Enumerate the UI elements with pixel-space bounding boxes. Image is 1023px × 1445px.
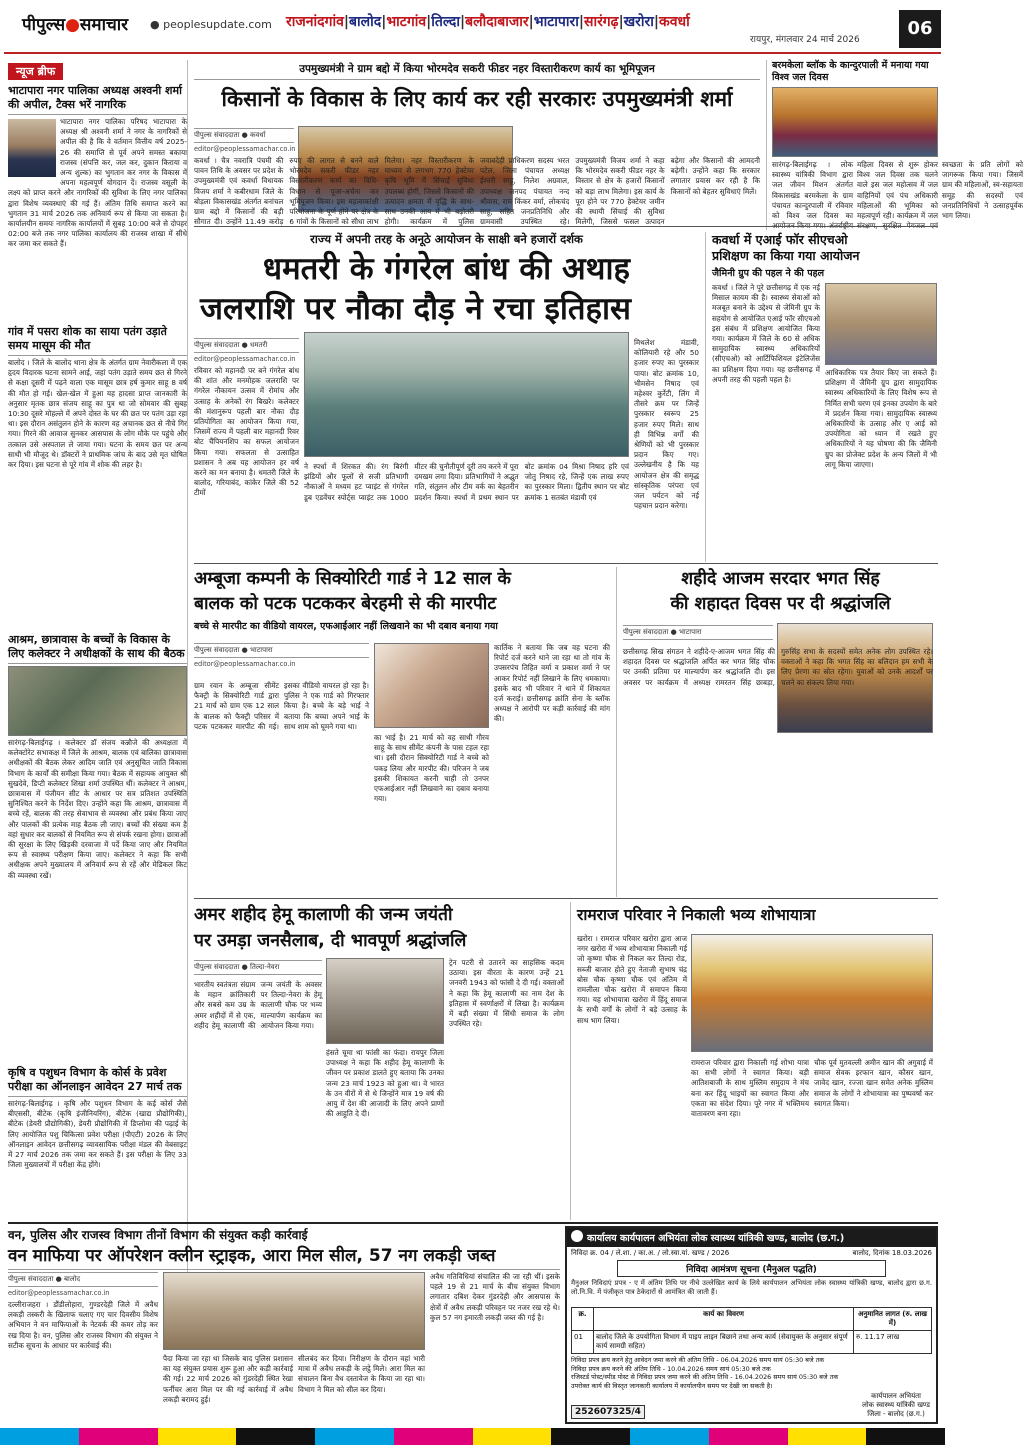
brief-4-title: कृषि व पशुधन विभाग के कोर्स के प्रवेश परीक्षा का ऑनलाइन आवेदन 27 मार्च तक	[8, 1066, 187, 1097]
forest-kicker: वन, पुलिस और राजस्व विभाग तीनों विभाग की संयुक्त कड़ी कार्रवाई	[8, 1228, 308, 1242]
tender-row-cost: रु. 11.17 लाख	[854, 1331, 932, 1354]
city-link[interactable]: भाटापारा	[533, 14, 579, 30]
training-photo	[825, 283, 937, 365]
tender-row-no: 01	[572, 1331, 594, 1354]
bhagat-singh-story	[616, 567, 938, 897]
dhamtari-email: editor@peoplessamachar.co.in	[194, 355, 296, 363]
divider-line	[194, 898, 938, 899]
dhamtari-headline-1: धमतरी के गंगरेल बांध की अथाह	[263, 251, 630, 287]
procession-photo	[691, 934, 933, 1052]
brief-2-body: बालोद । जिले के बालोद थाना क्षेत्र के अंतर्गत ग्राम नेवारीकला में एक हृदय विदारक घटना सामने आई, जहां पतंग उड़ाते समय छत से गिरने से कक्षा दूसरी में पढ़ने वाला एक मासूम छात्र हर्ष कुमार साहू 8 वर्ष की मौत हो गई। खेल-खेल में हुआ यह हादसा प्राप्त जानकारी के अनुसार मृतक छात्र संजय साहू का पुत्र था जो सोमवार की सुबह 10:30 दूसरे मोहल्ले में अपने दोस्त के घर की छत पर पतंग उड़ा रहा था। इस दौरान असंतुलन होने के कारण वह अचानक छत से नीचे गिर गया। गिरने की आवाज सुनकर आसपास के लोग मौके पर पहुंचे और तत्काल उसे अस्पताल ले जाया गया। घटना के समय छत पर अन्य साथी भी मौजूद थे। डॉक्टरों ने प्राथमिक जांच के बाद उसे मृत घोषित कर दिया। इस घटना से पूरे गांव में शोक की लहर है।	[8, 358, 187, 470]
hemu-body-b: हंसते चूमा था फांसी का फंदा। रायपुर जिला उपाध्यक्ष ने कहा कि शहीद हेमू कालाणी के जीवन पर प्रकाश डालते हुए बताया कि उनका जन्म 23 मार्च 1923 को हुआ था। वे भारत के उन वीरों में से थे जिन्होंने मात्र 19 वर्ष की आयु में देश की आजादी के लिए अपने प्राणों की आहुति दे दी।	[326, 1048, 444, 1119]
dhamtari-headline-2: जलराशि पर नौका दौड़ ने रचा इतिहास	[200, 291, 631, 327]
tender-footer-note: उपरोक्त कार्य की विस्तृत जानकारी कार्यालय में कार्यालयीन समय पर देखी जा सकती है।	[571, 1381, 773, 1390]
ramraj-body-c: चौक पूर्व मुतवल्ली अमीन खान की अगुवाई में समाज सेवक इरफान खान, कौसर खान, जावेद खान, रज्जा खान समेत अनेक मुस्लिम समाज के लोगों ने शोभायात्रा का पुष्पवर्षा कर स्वागत किया।	[814, 1058, 933, 1108]
brief-1-body: भाटापारा नगर पालिका परिषद भाटापारा के अध्यक्ष श्री अश्वनी शर्मा ने नगर के नागरिकों से अपील की है कि वे वर्तमान वित्तीय वर्ष 2025-26 की समाप्ति से पूर्व अपने समस्त बकाया राजस्व (संपत्ति कर, जल कर, दुकान किराया व अन्य शुल्क) का भुगतान कर नगर के विकास में अपना महत्वपूर्ण योगदान दें। राजस्व वसूली के लक्ष्य को प्राप्त करने और नागरिकों की सुविधा के लिए नगर पालिका द्वारा विशेष व्यवस्थाएं की गई हैं। अंतिम तिथि समाप्त करने का भुगतान 31 मार्च 2026 तक अनिवार्य रूप से किया जा सकता है। कार्यालयीन समयः नागरिक कार्यालयों में सुबह 10:00 बजे से दोपहर 02:00 बजे तक नगर पालिका कार्यालय की राजस्व शाखा में सीधे कर जमा कर सकते हैं।	[8, 117, 187, 249]
brief-1-title: भाटापारा नगर पालिका अध्यक्ष अश्वनी शर्मा की अपील, टैक्स भरें नागरिक	[8, 84, 187, 115]
bhagat-body: छत्तीसगढ़ सिख संगठन ने शहीदे-ए-आजम भगत सिंह की शहादत दिवस पर श्रद्धांजलि अर्पित कर भगत सिंह चौक पर उनकी प्रतिमा पर माल्यार्पण कर श्रद्धांजलि दी। इस अवसर पर कार्यक्रम में अध्यक्ष रामरतन सिंह छाबड़ा, गुरुसिंह सभा के सदस्यों समेत अनेक लोग उपस्थित रहे। वक्ताओं ने कहा कि भगत सिंह का बलिदान हम सभी के लिए प्रेरणा का स्रोत रहेगा। युवाओं को उनके आदर्शों पर चलने का संकल्प लिया गया।	[623, 647, 933, 687]
water-day-photo	[772, 87, 938, 157]
hemu-headline-1: अमर शहीद हेमू कालाणी की जन्म जयंती	[194, 905, 453, 925]
kawardha-title-2: प्रशिक्षण का किया गया आयोजन	[712, 248, 860, 263]
kawardha-title-1: कवर्धा में एआई फॉर सीएचओ	[712, 232, 848, 247]
tender-date-item: निविदा प्रपत्र क्रय करने की अंतिम तिथि - 10.04.2026 समय सायं 05:30 बजे तक	[571, 1364, 771, 1373]
city-link[interactable]: सारंगढ़	[583, 14, 619, 30]
city-separator: |	[381, 14, 387, 30]
hemu-byline: पीपुल्स संवाददाता ● तिल्दा-नेवरा	[194, 960, 322, 975]
left-column	[8, 60, 188, 1315]
dhamtari-story	[194, 230, 699, 562]
water-day-story	[766, 60, 1023, 230]
tender-dates	[567, 1354, 936, 1392]
tender-date-item: रजिस्टर्ड पोस्ट/स्पीड पोस्ट से निविदा प्रपत्र जमा करने की अंतिम तिथि - 16.04.2026 समय सायं 05:30 बजे तक	[571, 1373, 839, 1381]
injured-child-photo	[374, 643, 489, 728]
website-link[interactable]: ● peoplesupdate.com	[150, 18, 272, 31]
jayanti-photo	[326, 958, 444, 1044]
city-link[interactable]: तिल्दा	[431, 14, 460, 30]
city-link[interactable]: राजनांदगांव	[286, 14, 344, 30]
kawardha-subtitle: जैमिनी ग्रुप की पहल ने की पहल	[712, 268, 825, 279]
table-row	[572, 1331, 932, 1354]
ramraj-headline: रामराज परिवार ने निकाली भव्य शोभायात्रा	[577, 906, 816, 924]
hemu-body-c: ट्रेन पटरी से उतारने का साहसिक कदम उठाया। इस वीरता के कारण उन्हें 21 जनवरी 1943 को फांसी दे दी गई। वक्ताओं ने कहा कि हेमू कालाणी का नाम देश के इतिहास में स्वर्णाक्षरों में लिखा है। कार्यक्रम में बड़ी संख्या में सिंधी समाज के लोग उपस्थित रहे।	[449, 958, 564, 1029]
tender-row-work: बालोद जिले के उपयोगिता विभाग में पाइप लाइन बिछाने तथा अन्य कार्य (सेवायुक्त के अनुसार संपूर्ण कार्य सामग्री सहित)	[594, 1331, 854, 1354]
city-link[interactable]: बालोद	[349, 14, 382, 30]
ambuja-body-b: का भाई है। 21 मार्च को वह साथी गौरव साहू के साथ सीमेंट कंपनी के पास टहल रहा था। इसी दौरान सिक्योरिटी गार्ड ने बच्चे को पकड़ लिया और मारपीट की। परिजन ने जब इसकी शिकायत करनी चाही तो उनपर एफआईआर नहीं लिखवाने का दबाव बनाया गया।	[374, 733, 489, 804]
ambuja-kicker: बच्चे से मारपीट का वीडियो वायरल, एफआईआर नहीं लिखवाने का भी दबाव बनाया गया	[194, 621, 498, 632]
water-day-body: सारंगढ़-बिलाईगढ़ । लोक स्वास्थ्य यांत्रिकी विभाग द्वारा जल जीवन मिशन अंतर्गत विकासखंड बरमकेला के ग्राम पंचायत कान्दुरपाली में रविवार को विश्व जल दिवस का महिला दिवस से शुरू होकर विश्व जल दिवस तक चलने वाले इस जल महोत्सव में जल वाहिनियों एवं पंच अधिकारी महिलाओं की भूमिका को महत्वपूर्ण रही। कार्यक्रम में जल स्वच्छता के प्रति लोगों को जागरूक किया गया। जिसमें ग्राम की महिलाओं, स्व-सहायता समूह की सदस्यों एवं जनप्रतिनिधियों ने उत्साहपूर्वक भाग लिया।	[772, 160, 1023, 221]
hemu-kalani-story	[194, 902, 564, 1220]
ambuja-body-c: कार्तिक ने बताया कि जब वह घटना की रिपोर्ट दर्ज करने थाने जा रहा था तो गांव के उपसरपंच तिहित वर्मा व प्रकाश वर्मा ने पर आकर रिपोर्ट नहीं लिखाने के लिए धमकाया। इसके बाद भी परिवार ने थाने में शिकायत दर्ज कराई। छत्तीसगढ़ क्रांति सेना के ब्लॉक अध्यक्ष ने आरोपी पर कड़ी कार्रवाई की मांग की।	[494, 643, 610, 724]
forest-body-a: दल्लीराजहरा । डौंडीलोहारा, गुण्डरदेही जिले में अवैध लकड़ी तस्करी के खिलाफ चलाए गए चार दिवसीय विशेष अभियान ने वन माफियाओं के नेटवर्क की कमर तोड़ कर रख दिया है। वन, पुलिस और राजस्व विभाग की संयुक्त ने सटीक सूचना के आधार पर कार्रवाई की।	[8, 1300, 158, 1350]
issue-date: रायपुर, मंगलवार 24 मार्च 2026	[750, 35, 860, 45]
tender-notice-ad	[565, 1226, 938, 1424]
bhagat-headline-1: शहीदे आजम सरदार भगत सिंह	[681, 569, 880, 589]
hemu-body-a: भारतीय स्वतंत्रता संग्राम के महान क्रांतिकारी और सबसे कम उम्र के अमर शहीदों में से एक, शहीद हेमू कालाणी की जन्म जयंती के अवसर पर तिल्दा-नेवरा के हेमू कालाणी चौक पर भव्य माल्यार्पण कार्यक्रम का आयोजन किया गया।	[194, 980, 322, 1030]
top-story-byline: पीपुल्स संवाददाता ● कवर्धा	[194, 128, 294, 143]
boat-race-photo	[304, 332, 629, 457]
masthead	[4, 4, 941, 54]
kawardha-body-b: आधिकारिक पत्र तैयार किए जा सकते हैं। प्रशिक्षण में जैमिनी ग्रुप द्वारा सामुदायिक स्वास्थ्य अधिकारियों के लिए विशेष रूप से निर्मित सभी चरण एवं इनका उपयोग के बारे में प्रदर्शन किया गया। सामुदायिक स्वास्थ्य अधिकारियों के उत्साह और ए आई को उपयोगिता को ध्यान में रखते हुए अधिकारियों ने यह घोषणा की कि जैमिनी ग्रुप का प्रोजेक्ट प्रदेश के अन्य जिलों में भी लागू किया जाएगा।	[825, 368, 937, 469]
dhamtari-byline: पीपुल्स संवाददाता ● धमतरी	[194, 338, 299, 353]
forest-email: editor@peoplessamachar.co.in	[8, 1289, 110, 1297]
top-story-headline: किसानों के विकास के लिए कार्य कर रही सरकारः उपमुख्यमंत्री शर्मा	[221, 87, 733, 111]
page-number: 06	[899, 10, 941, 48]
city-link[interactable]: बलौदाबाजार	[465, 14, 529, 30]
divider-line	[8, 1222, 938, 1224]
seized-wood-photo	[163, 1272, 425, 1350]
ramraj-story	[570, 902, 938, 1220]
tender-signature: कार्यपालन अभियंता लोक स्वास्थ्य यांत्रिकी खण्ड जिला - बालोद (छ.ग.)	[862, 1392, 930, 1418]
news-brief-tag: न्यूज ब्रीफ	[8, 63, 63, 80]
city-separator: |	[618, 14, 624, 30]
city-link[interactable]: कवर्धा	[658, 14, 690, 30]
tender-col-no: क्र.	[572, 1308, 594, 1331]
top-story-kicker: उपमुख्यमंत्री ने ग्राम बद्दो में किया भोरमदेव सकरी फीडर नहर विस्तारीकरण कार्य का भूमिपूजन	[194, 60, 760, 80]
ambuja-byline: पीपुल्स संवाददाता ● भाटापारा	[194, 643, 369, 658]
tender-office-header: कार्यालय कार्यपालन अभियंता लोक स्वास्थ्य यांत्रिकी खण्ड, बालोद (छ.ग.)	[567, 1228, 936, 1247]
logo-separator-dot: ●	[65, 15, 80, 35]
ambuja-headline-2: बालक को पटक पटककर बेरहमी से की मारपीट	[194, 594, 497, 614]
tender-title: निविदा आमंत्रण सूचना (मैनुअल पद्धति)	[617, 1260, 886, 1277]
kawardha-ai-story	[705, 232, 938, 562]
city-separator: |	[653, 14, 659, 30]
ramraj-body-b: रामराज परिवार द्वारा निकाली गई शोभा यात्रा का सभी लोगों ने स्वागत किया। बड़ी आतिशबाजी के साथ मुस्लिम समुदाय ने मंच बना कर हिंदू भाइयों का स्वागत किया और एकता का संदेश दिया। पूरे नगर में भक्तिमय वातावरण बना रहा।	[691, 1058, 809, 1119]
forest-body-c: सीलबंद कर दिया। निरीक्षण के दौरान वहां भारी मात्रा में अवैध लकड़ी के लट्ठे मिले। आरा मिल का संचालन बिना वैध दस्तावेज के किया जा रहा था। विभाग ने मिल को सील कर दिया।	[298, 1354, 425, 1394]
city-list	[286, 12, 852, 31]
tender-table	[571, 1307, 932, 1354]
city-separator: |	[343, 14, 349, 30]
tender-col-work: कार्य का विवरण	[594, 1308, 854, 1331]
publication-logo[interactable]	[22, 12, 128, 35]
tender-ref: निविदा क्र. 04 / ले.शा. / का.अ. / लो.स्वा.यां. खण्ड / 2026	[571, 1249, 730, 1257]
forest-body-b: पैदा किया जा रहा था जिसके बाद पुलिस प्रशासन का यह संयुक्त प्रयास शुरू हुआ और कड़ी कार्रवाई की गई। 22 मार्च 2026 को गुंडरदेही स्थित रेखा फर्नीचर आरा मिल पर की गई कार्रवाई में अवैध लकड़ी बरामद हुई।	[163, 1354, 293, 1404]
forest-byline: पीपुल्स संवाददाता ● बालोद	[8, 1272, 158, 1287]
tender-date-item: निविदा प्रपत्र क्रय करने हेतु आवेदन जमा करने की अंतिम तिथि - 06.04.2026 समय सायं 05:30 बजे तक	[571, 1356, 825, 1364]
dhamtari-body-a: रविवार को महानदी पर बने गंगरेल बांध की शांत और मनमोहक जलराशि पर गंगरेल नौकायन उत्सव में रोमांच और उत्साह के अनेकों रंग बिखरे। कलेक्टर की मंशानुरूप पहली बार नौका दौड़ प्रतियोगिता का आयोजन किया गया, जिसमें राज्य में पहली बार महानदी रिवर बोट चैंपियनशिप का सफल आयोजन किया गया। सफलता से उत्साहित प्रशासन ने अब यह आयोजन हर वर्ष करने का मन बनाया है। धमतरी जिले के बालोद, गरियाबंद, कांकेर जिले की 52 टीमों	[194, 366, 299, 498]
brief-3-title: आश्रम, छात्रावास के बच्चों के विकास के लिए कलेक्टर ने अधीक्षकों के साथ की बैठक	[8, 633, 187, 664]
city-separator: |	[426, 14, 432, 30]
meeting-photo	[8, 666, 187, 736]
forest-story	[8, 1226, 560, 1426]
tender-intro: मैनुअल निविदाएं प्रपत्र - ए में अंतिम तिथि पर नीचे उल्लेखित कार्य के लिये कार्यपालन अभियंता लोक स्वास्थ्य यांत्रिकी खण्ड, बालोद द्वारा छ.ग. लो.नि.वि. में पंजीकृत पात्र ठेकेदारों से आमंत्रित की जाती हैं।	[571, 1279, 932, 1296]
city-link[interactable]: खरोरा	[623, 14, 654, 30]
divider-line	[194, 563, 938, 564]
bhagat-headline-2: की शहादत दिवस पर दी श्रद्धांजलि	[670, 594, 891, 614]
forest-headline: वन माफिया पर ऑपरेशन क्लीन स्ट्राइक, आरा मिल सील, 57 नग लकड़ी जब्त	[8, 1243, 560, 1270]
portrait-photo	[8, 119, 56, 177]
top-story-body: कवर्धा । चैत्र नवरात्रि पंचमी की पावन तिथि के अवसर पर प्रदेश के उपमुख्यमंत्री एवं कवर्धा विधायक विजय शर्मा ने कबीरधाम जिले के बोड़ला विकासखंड अंतर्गत बनांचल ग्राम बद्दो में किसानों की बड़ी सौगात दी। उन्होंने 11.49 करोड़ रुपए की लागत से बनने वाले भोरमदेव सकरी फीडर नहर विस्तारीकरण कार्य का विधि-विधान से पूजा-अर्चना कर भूमिपूजन किया। इस महत्वाकांक्षी परियोजना के पूर्ण होने पर क्षेत्र के 6 गांवों के किसानों को सीधा लाभ मिलेगा। नहर विस्तारीकरण के माध्यम से लगभग 770 हेक्टेयर कृषि भूमि में सिंचाई सुविधा उपलब्ध होगी, जिससे किसानों की उत्पादन क्षमता में वृद्धि के साथ-साथ उनकी आय में भी बढ़ोतरी होगी। कार्यक्रम में पुलिस जवाबदेही प्राधिकरण सदस्य भरत पटेल, जिला पंचायत अध्यक्ष ईश्वरी साहू, निलेश अग्रवाल, उपाध्यक्ष जनपद पंचायत नन्द श्रीवास, राम किंकर वर्मा, लोकचंद साहू, सहित जनप्रतिनिधि और ग्रामवासी उपस्थित रहे। उपमुख्यमंत्री विजय शर्मा ने कहा कि भोरमदेव सकरी फीडर नहर के विस्तार से क्षेत्र के हजारों किसानों को बड़ा लाभ मिलेगा। इस कार्य के पूरा होने पर 770 हेक्टेयर जमीन की स्थायी सिंचाई की सुविधा मिलेगी, जिससे फसल उत्पादन बढ़ेगा और किसानों की आमदनी बढ़ेगी। उन्होंने कहा कि सरकार लगातार प्रयास कर रही है कि किसानों को बेहतर सुविधाएं मिलें।	[194, 156, 760, 227]
tender-date: बालोद, दिनांक 18.03.2026	[852, 1249, 932, 1257]
tender-col-cost: अनुमानित लागत (रु. लाख में)	[854, 1308, 932, 1331]
logo-right: समाचार	[79, 15, 129, 35]
ambuja-story	[194, 567, 610, 897]
dhamtari-kicker: राज्य में अपनी तरह के अनूठे आयोजन के साक्षी बने हजारों दर्शक	[310, 232, 583, 246]
water-day-title: बरमकेला ब्लॉक के कान्दुरपाली में मनाया गया विश्व जल दिवस	[772, 60, 929, 83]
ramraj-body-a: खरोरा । रामराज परिवार खरोरा द्वारा आज नगर खरोरा में भव्य शोभायात्रा निकाली गई जो कृष्णा चौक से निकल कर तिल्दा रोड, सब्जी बाजार होते हुए नेताजी सुभाष चंद्र बोस चौक कृष्णा चौक एवं अंतिम में रामलीला चौक खरोरा में समापन किया गया। यह शोभायात्रा खरोरा में हिंदू समाज के सभी वर्गों के लोगों ने बड़े उत्साह के साथ भाग लिया।	[577, 934, 687, 1025]
city-separator: |	[459, 14, 466, 30]
brief-4-body: सारंगढ़-बिलाईगढ़ । कृषि और पशुधन विभाग के कई कोर्स जैसे बीएससी, बीटेक (कृषि इंजीनियरिंग), बीटेक (खाद्य प्रौद्योगिकी), बीटेक (डेयरी प्रौद्योगिकी), डेयरी प्रौद्योगिकी में डिप्लोमा की पढ़ाई के लिए आयोजित पशु चिकित्सा प्रवेश परीक्षा (पीएटी) 2026 के लिए ऑनलाइन आवेदन छत्तीसगढ़ व्यावसायिक परीक्षा मंडल की वेबसाइट में 27 मार्च 2026 तक जमा कर सकते हैं। इस परीक्षा के लिए 33 जिला मुख्यालयों में परीक्षा केंद्र होंगे।	[8, 1099, 187, 1170]
ambuja-email: editor@peoplessamachar.co.in	[194, 660, 296, 668]
hemu-headline-2: पर उमड़ा जनसैलाब, दी भावपूर्ण श्रद्धांजलि	[194, 931, 467, 951]
city-link[interactable]: भाटगांव	[386, 14, 427, 30]
bhagat-byline: पीपुल्स संवाददाता ● भाटापारा	[623, 625, 773, 640]
city-separator: |	[578, 14, 584, 30]
brief-3-body: सारंगढ़-बिलाईगढ़ । कलेक्टर डॉ संजय कन्नौजे की अध्यक्षता में कलेक्टोरेट सभाकक्ष में जिले के आश्रम, बालक एवं बालिका छात्रावास अधीक्षकों की बैठक लेकर आदिम जाति एवं अनुसूचित जाति विकास विभाग के कार्यों की समीक्षा किया गया। बैठक में सहायक आयुक्त श्री सुखदेवे, डिप्टी कलेक्टर शिखा शर्मा उपस्थित थीं। कलेक्टर ने आश्रम, छात्रावास में पंजीयन सीट के आधार पर सत्र प्रतिशत उपस्थिति सुनिश्चित करने के निर्देश दिए। उन्होंने कहा कि आश्रम, छात्रावास में बच्चे रहें, बालक की तरह सेवाभाव से व्यवस्था और प्रबंध किया जाए और पालकों की प्रत्येक माह बैठक ली जाए। बच्चों की संख्या कम है वहां सुधार कर बालकों से नियमित रूप से संपर्क रखना होगा। छात्राओं की सुरक्षा के लिए खिड़की दरवाजा में पर्दे किया जाए और नियमित रूप से स्वास्थ्य परीक्षण किया जाए। कलेक्टर ने कहा कि सभी अधीक्षक अपने मुख्यालय में अनिवार्य रूप से रहें और मेडिकल किट की व्यवस्था रखें।	[8, 738, 187, 880]
divider-line	[194, 226, 938, 227]
forest-body-d: अवैध गतिविधियां संचालित की जा रही थीं। इसके पहले 19 से 21 मार्च के बीच संयुक्त विभाग लगातार दबिश देकर गुंडरदेही और आसपास के क्षेत्रों में अवैध लकड़ी परिवहन पर नजर रख रहे थे। कुल 57 नग इमारती लकड़ी जब्त की गई है।	[430, 1272, 560, 1322]
logo-left: पीपुल्स	[22, 15, 66, 35]
dhamtari-body-b: ने स्पर्धा में शिरकत की। रंग बिरंगी झंडियों और फूलों से सजी प्रतिभागी नौकाओं ने मध्यम हट प्वाइंट से गंगरेल डूब एडवेंचर स्पोर्ट्स प्वाइंट तक 1000 मीटर की चुनौतीपूर्ण दूरी तय करने में पूरा दमखम लगा दिया। प्रतिभागियों ने अद्भुत गति, संतुलन और टीम वर्क का बेहतरीन प्रदर्शन किया। स्पर्धा में प्रथम स्थान पर बोट क्रमांक 04 मिश्रा निषाद हरि एवं जोतु निषाद रहे, जिन्हें एक लाख रुपए का पुरस्कार मिला। द्वितीय स्थान पर बोट क्रमांक 1 सतबंत मंडावी एवं	[304, 462, 629, 502]
tender-code: 252607325/4	[571, 1405, 645, 1419]
emblem-icon	[571, 1230, 583, 1242]
dhamtari-body-c: मिथलेश मंडावी, कोलियारी रहे और 50 हजार रुपए का पुरस्कार पाया। बोट क्रमांक 10, भीमसेन निषाद एवं महेश्वर कुर्रेटी, लिंग में तीसरे क्रम पर जिन्हें पुरस्कार स्वरूप 25 हजार रुपए मिले। साथ ही विभिन्न वर्गों की श्रेणियों को भी पुरस्कार प्रदान किए गए। उल्लेखनीय है कि यह आयोजन क्षेत्र की समृद्ध सांस्कृतिक परंपरा एवं जल पर्यटन को नई पहचान प्रदान करेगा।	[634, 338, 699, 511]
top-story-email: editor@peoplessamachar.co.in	[194, 145, 296, 153]
ambuja-headline-1: अम्बूजा कम्पनी के सिक्योरिटी गार्ड ने 12 साल के	[194, 569, 511, 589]
kawardha-body-a: कवर्धा । जिले ने पूरे छत्तीसगढ़ में एक नई मिसाल कायम की है। स्वास्थ्य सेवाओं को मजबूत बनाने के उद्देश्य से जेमिनी ग्रुप के सहयोग से आयोजित एआई फॉर सीएचओ इस संबंध में प्रशिक्षण आयोजित किया गया। कार्यक्रम में जिले के 60 से अधिक सामुदायिक स्वास्थ्य अधिकारियों (सीएचओ) को आर्टिफिशियल इंटेलिजेंस का प्रशिक्षण दिया गया। यह छत्तीसगढ़ में अपनी तरह की पहली पहल है।	[712, 283, 820, 384]
brief-2-title: गांव में पसरा शोक का साया पतंग उड़ाते समय मासूम की मौत	[8, 325, 187, 356]
printer-color-bar	[0, 1428, 945, 1445]
city-separator: |	[528, 14, 534, 30]
ambuja-body-a: ग्राम रवान के अम्बूजा सीमेंट फैक्ट्री के सिक्योरिटी गार्ड द्वारा 21 मार्च को ग्राम एक 12 साल के बालक को फैक्ट्री परिसर में पटक पटककर मारपीट की गई। इसका वीडियो वायरल हो रहा है। पुलिस ने एक गार्ड को गिरफ्तार किया है। बच्चे के बड़े भाई ने बताया कि बच्चा अपने भाई के साथ शाम को घूमने गया था।	[194, 681, 369, 731]
